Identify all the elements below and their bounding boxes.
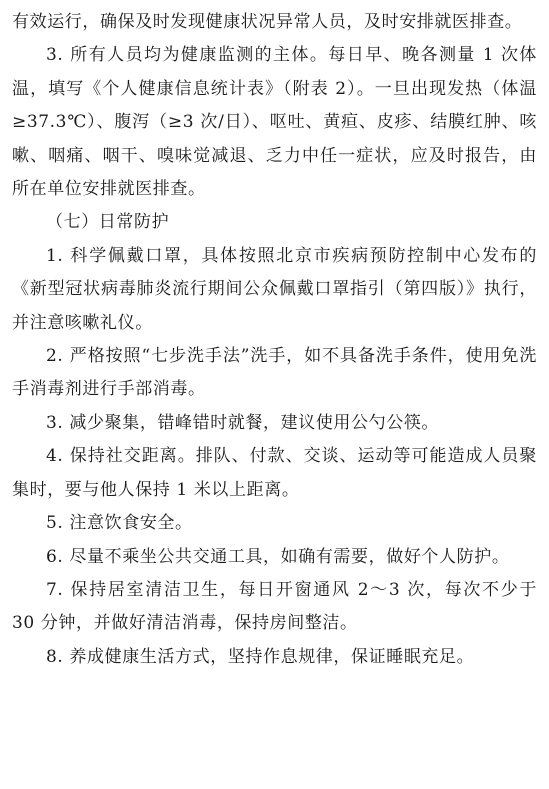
monitoring-item-3: 3. 所有人员均为健康监测的主体。每日早、晚各测量 1 次体温，填写《个人健康信息统计表》（附表 2）。一旦出现发热（体温≥37.3℃）、腹泻（≥3 次/日）、呕吐、黄疸、皮疹、结膜红肿、咳嗽、咽痛、咽干、嗅味觉减退、乏力中任一症状，应及时报告，由所在单位安排就医排查。 bbox=[12, 45, 537, 200]
protection-item-2: 2. 严格按照“七步洗手法”洗手，如不具备洗手条件，使用免洗手消毒剂进行手部消毒。 bbox=[12, 346, 537, 400]
protection-item-6: 6. 尽量不乘坐公共交通工具，如确有需要，做好个人防护。 bbox=[46, 546, 510, 567]
protection-item-7: 7. 保持居室清洁卫生，每日开窗通风 2～3 次，每次不少于 30 分钟，并做好清洁消毒，保持房间整洁。 bbox=[12, 579, 537, 634]
protection-item-1: 1. 科学佩戴口罩，具体按照北京市疾病预防控制中心发布的《新型冠状病毒肺炎流行期间公众佩戴口罩指引（第四版）》执行，并注意咳嗽礼仪。 bbox=[12, 245, 537, 333]
protection-item-8: 8. 养成健康生活方式，坚持作息规律，保证睡眠充足。 bbox=[46, 646, 475, 667]
section-heading-daily-protection: （七）日常防护 bbox=[46, 212, 170, 233]
protection-item-4: 4. 保持社交距离。排队、付款、交谈、运动等可能造成人员聚集时，要与他人保持 1 米以上距离。 bbox=[12, 446, 537, 500]
continuation-paragraph: 有效运行，确保及时发现健康状况异常人员，及时安排就医排查。 bbox=[12, 12, 523, 32]
protection-item-3: 3. 减少聚集，错峰错时就餐，建议使用公勺公筷。 bbox=[46, 412, 440, 433]
protection-item-5: 5. 注意饮食安全。 bbox=[46, 513, 193, 534]
